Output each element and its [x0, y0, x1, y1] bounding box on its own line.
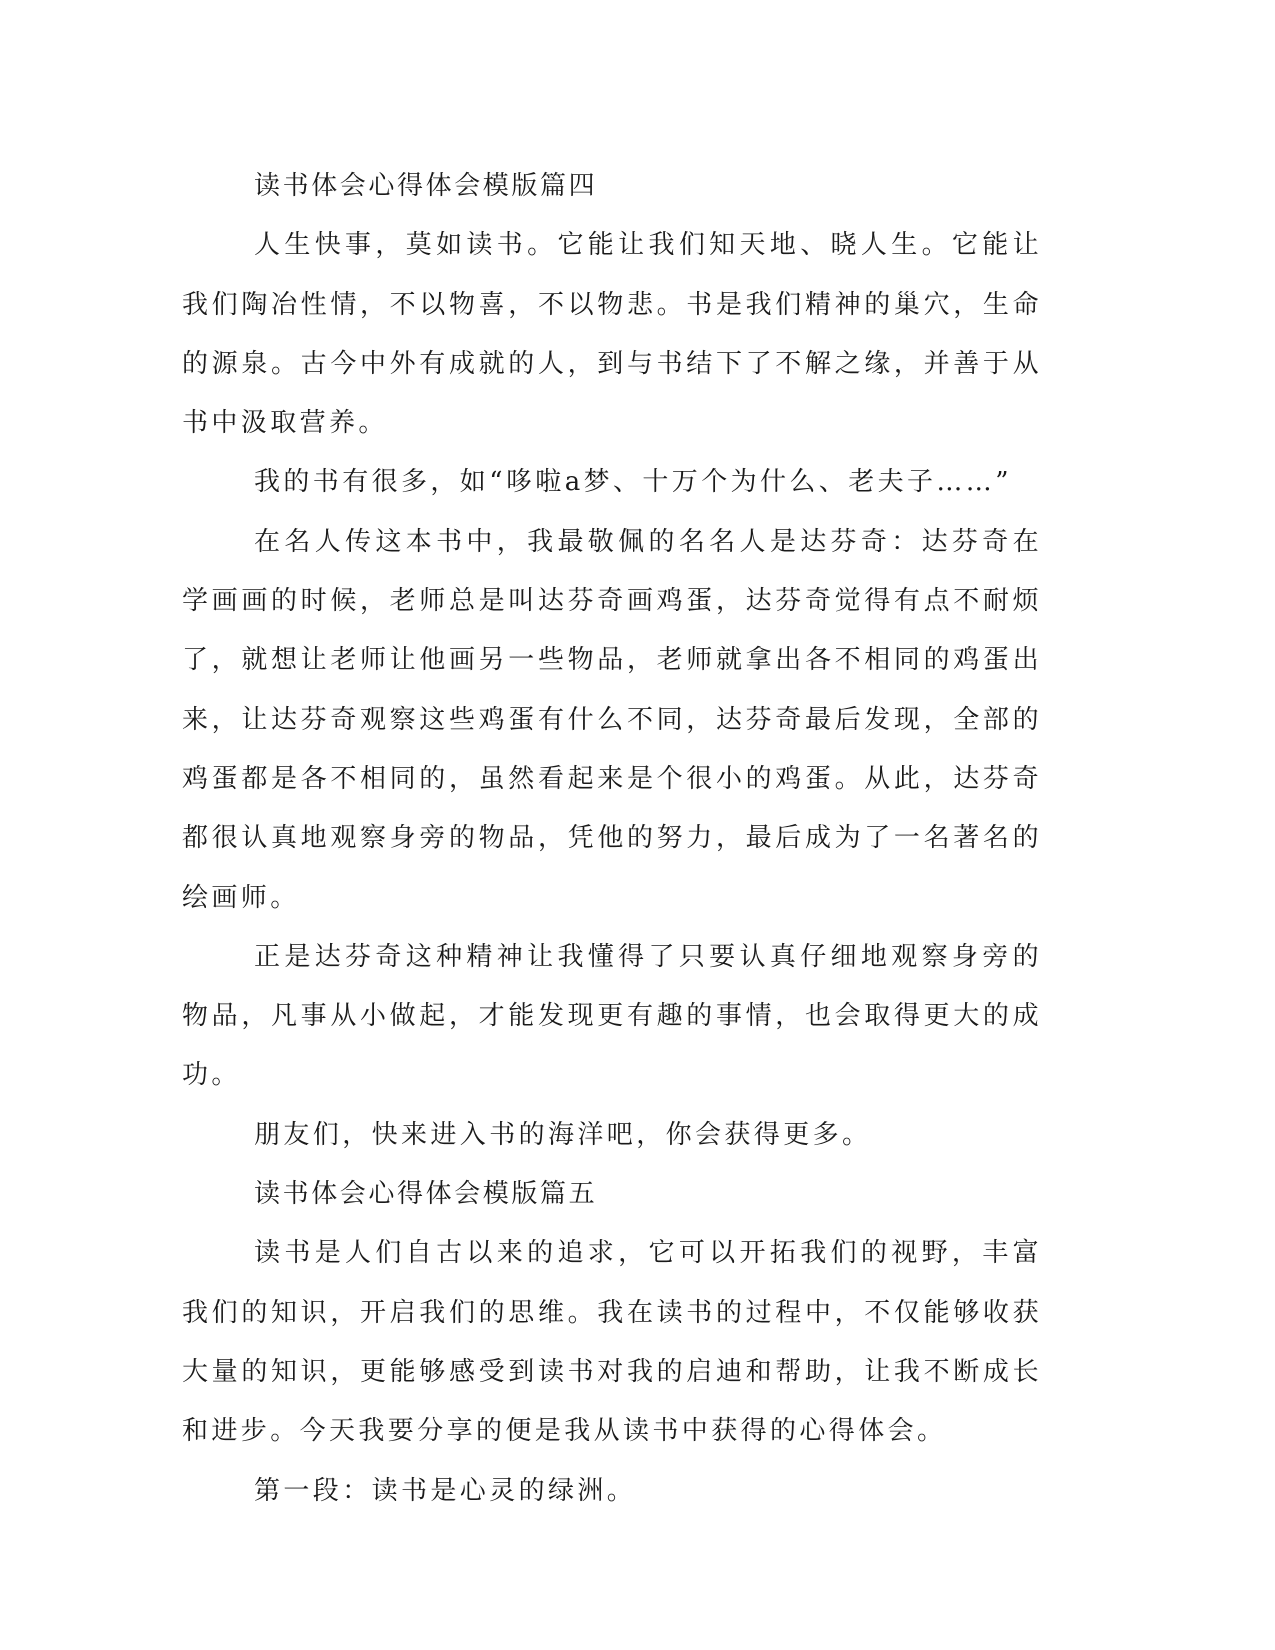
paragraph: 朋友们，快来进入书的海洋吧，你会获得更多。 — [254, 1119, 872, 1150]
paragraph: 我的书有很多，如“哆啦a梦、十万个为什么、老夫子……” — [254, 467, 1012, 498]
paragraph: 在名人传这本书中，我最敬佩的名名人是达芬奇：达芬奇在学画画的时候，老师总是叫达芬奇画鸡蛋，达芬奇觉得有点不耐烦了，就想让老师让他画另一些物品，老师就拿出各不相同的鸡蛋出来，让达芬奇观察这些鸡蛋有什么不同，达芬奇最后发现，全部的鸡蛋都是各不相同的，虽然看起来是个很小的鸡蛋。从此，达芬奇都很认真地观察身旁的物品，凭他的努力，最后成为了一名著名的绘画师。 — [182, 526, 1042, 913]
paragraph: 人生快事，莫如读书。它能让我们知天地、晓人生。它能让我们陶冶性情，不以物喜，不以物悲。书是我们精神的巢穴，生命的源泉。古今中外有成就的人，到与书结下了不解之缘，并善于从书中汲取营养。 — [182, 230, 1042, 439]
section-heading-5: 读书体会心得体会模版篇五 — [254, 1179, 598, 1210]
paragraph: 正是达芬奇这种精神让我懂得了只要认真仔细地观察身旁的物品，凡事从小做起，才能发现更有趣的事情，也会取得更大的成功。 — [182, 941, 1042, 1091]
paragraph: 第一段：读书是心灵的绿洲。 — [254, 1475, 637, 1506]
paragraph: 读书是人们自古以来的追求，它可以开拓我们的视野，丰富我们的知识，开启我们的思维。我在读书的过程中，不仅能够收获大量的知识，更能够感受到读书对我的启迪和帮助，让我不断成长和进步。今天我要分享的便是我从读书中获得的心得体会。 — [182, 1238, 1042, 1447]
document-body — [182, 157, 1042, 1521]
section-heading-4: 读书体会心得体会模版篇四 — [254, 171, 598, 201]
